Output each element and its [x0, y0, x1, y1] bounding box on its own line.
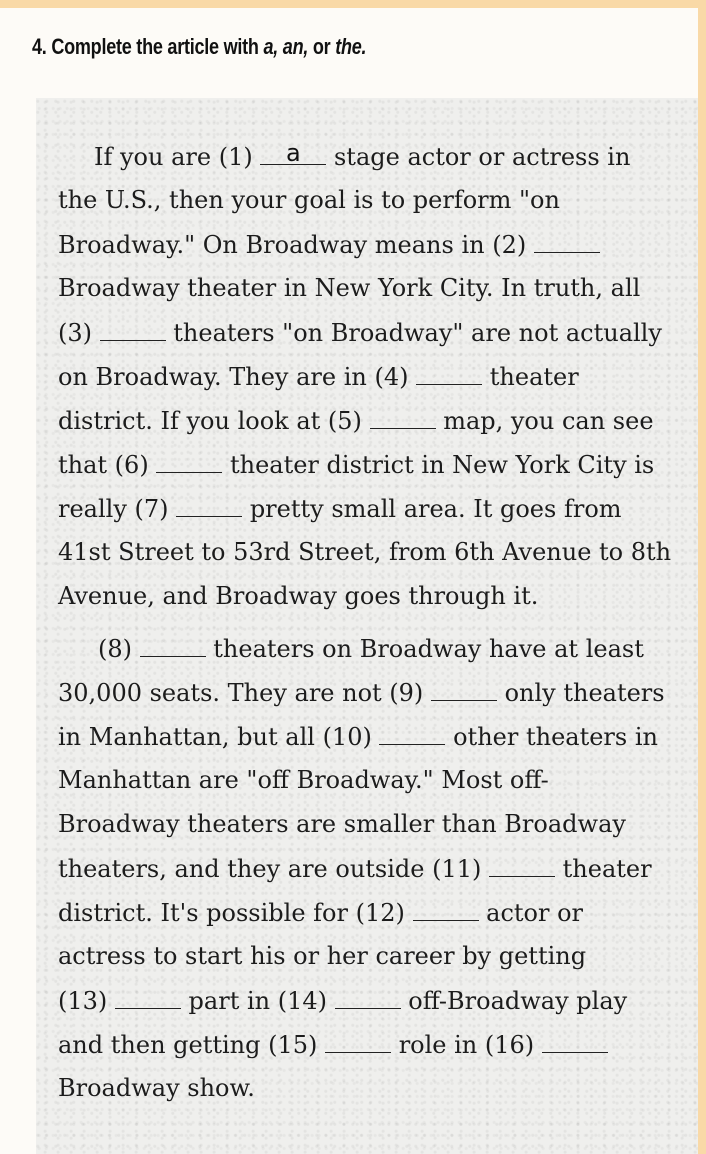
article-line	[58, 856, 652, 881]
text: Avenue, and Broadway goes through it.	[58, 582, 539, 610]
blank-14[interactable]	[335, 988, 401, 1009]
text: map, you can see	[443, 407, 654, 435]
text: If you are (1)	[94, 143, 253, 171]
text: district. It's possible for (12)	[58, 899, 405, 927]
article-line	[58, 320, 662, 345]
text: (13)	[58, 987, 108, 1015]
article-line	[58, 496, 622, 521]
article-line	[58, 276, 640, 300]
text: and then getting (15)	[58, 1031, 318, 1059]
article-line	[58, 232, 600, 257]
article-line	[58, 988, 627, 1013]
blank-11[interactable]	[489, 856, 555, 877]
option-the: the.	[335, 34, 367, 59]
text: off-Broadway play	[408, 987, 628, 1015]
blank-7[interactable]	[176, 496, 242, 517]
article-line	[58, 408, 654, 433]
article-scan	[36, 98, 698, 1154]
blank-3[interactable]	[100, 320, 166, 341]
text: (8)	[98, 635, 132, 663]
text: district. If you look at (5)	[58, 407, 362, 435]
article-line	[58, 188, 560, 212]
blank-4[interactable]	[416, 364, 482, 385]
text: on Broadway. They are in (4)	[58, 363, 409, 391]
blank-16[interactable]	[542, 1032, 608, 1053]
text: theater district in New York City is	[229, 451, 655, 479]
text: Broadway theater in New York City. In truth, all	[58, 274, 641, 302]
article-line	[58, 724, 658, 749]
blank-15[interactable]	[325, 1032, 391, 1053]
article-line	[58, 540, 671, 564]
text: the U.S., then your goal is to perform "on	[58, 186, 560, 214]
article-line	[58, 364, 579, 389]
right-border	[698, 0, 706, 1154]
blank-2[interactable]	[534, 232, 600, 253]
text: only theaters	[504, 679, 665, 707]
article-line	[94, 139, 631, 171]
text: 41st Street to 53rd Street, from 6th Avenue to 8th	[58, 538, 672, 566]
blank-8[interactable]	[140, 636, 206, 657]
text: Broadway." On Broadway means in (2)	[58, 231, 527, 259]
instruction-text: Complete the article with	[51, 34, 259, 59]
blank-9[interactable]	[431, 680, 497, 701]
article-line	[58, 944, 586, 968]
article-line	[58, 584, 538, 608]
blank-12[interactable]	[413, 900, 479, 921]
article-line	[58, 900, 583, 925]
instruction-or: or	[312, 34, 331, 59]
text: stage actor or actress in	[333, 143, 631, 171]
text: Broadway show.	[58, 1074, 255, 1102]
article-line	[98, 636, 644, 661]
text: that (6)	[58, 451, 149, 479]
blank-13[interactable]	[115, 988, 181, 1009]
article-line	[58, 768, 549, 792]
text: role in (16)	[398, 1031, 535, 1059]
text: 30,000 seats. They are not (9)	[58, 679, 424, 707]
text: theaters "on Broadway" are not actually	[173, 319, 662, 347]
blank-1[interactable]	[260, 139, 326, 167]
article-line	[58, 812, 626, 836]
text: (3)	[58, 319, 92, 347]
article-line	[58, 1032, 608, 1057]
text: actress to start his or her career by getting	[58, 942, 587, 970]
text: in Manhattan, but all (10)	[58, 723, 372, 751]
blank-5[interactable]	[370, 408, 436, 429]
text: really (7)	[58, 495, 169, 523]
answer-1: a	[285, 139, 301, 167]
text: theaters, and they are outside (11)	[58, 855, 482, 883]
text: Manhattan are "off Broadway." Most off-	[58, 766, 549, 794]
article-line	[58, 680, 665, 705]
article-line	[58, 452, 654, 477]
blank-10[interactable]	[379, 724, 445, 745]
text: Broadway theaters are smaller than Broadway	[58, 810, 626, 838]
article-line	[58, 1076, 255, 1100]
blank-6[interactable]	[156, 452, 222, 473]
text: theater	[489, 363, 579, 391]
text: theater	[562, 855, 652, 883]
option-an: an,	[282, 34, 309, 59]
option-a: a,	[263, 34, 279, 59]
exercise-title	[32, 34, 366, 60]
exercise-number: 4.	[32, 34, 47, 59]
top-border	[0, 0, 706, 8]
text: pretty small area. It goes from	[249, 495, 622, 523]
text: actor or	[486, 899, 584, 927]
text: theaters on Broadway have at least	[213, 635, 644, 663]
text: part in (14)	[188, 987, 327, 1015]
text: other theaters in	[453, 723, 658, 751]
